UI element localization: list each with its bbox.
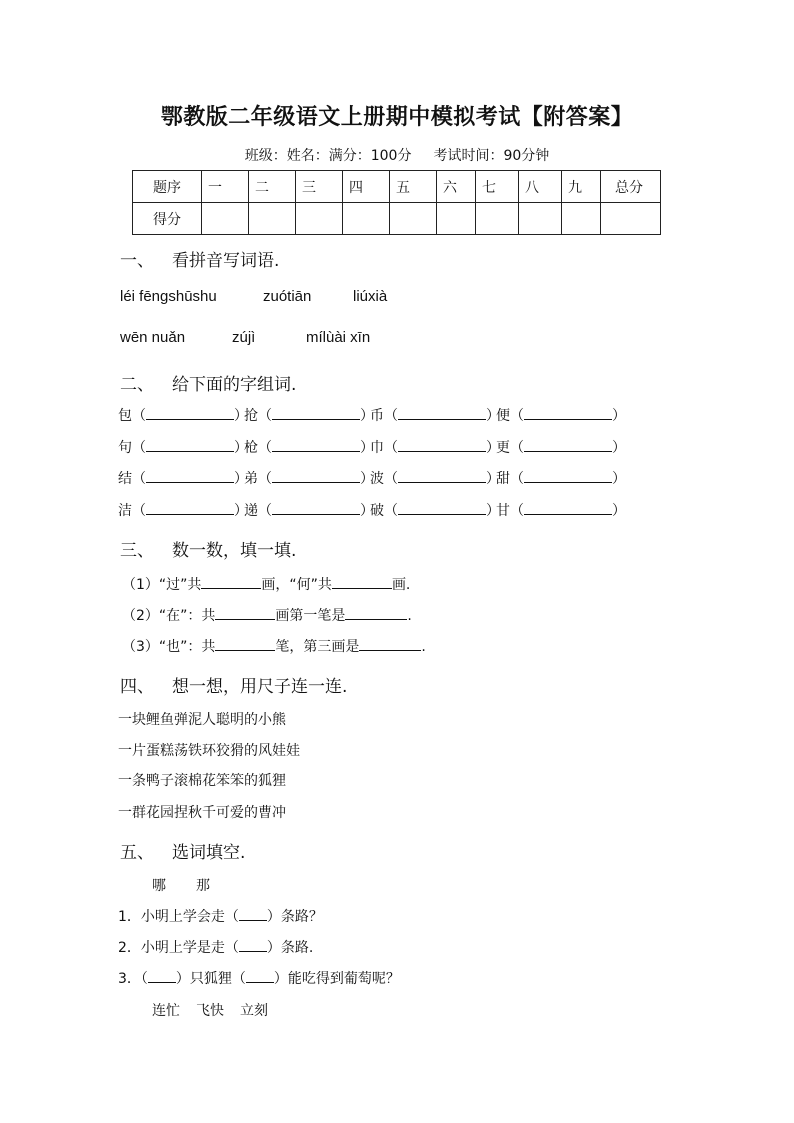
section-2-heading: [120, 370, 296, 395]
word-choice: 哪: [152, 878, 166, 894]
zuci-char: 结: [118, 471, 132, 487]
zuci-char: 洁: [118, 503, 132, 519]
zuci-char: 便: [496, 408, 510, 424]
match-row: 一条鸭子滚棉花笨笨的狐狸: [118, 773, 286, 789]
answer-blank[interactable]: [345, 605, 407, 620]
score-table: [132, 170, 661, 235]
word-choice: 连忙: [152, 1003, 180, 1019]
score-cell[interactable]: [476, 203, 519, 235]
zuci-char: 更: [496, 440, 510, 456]
section-title: 看拼音写词语.: [172, 251, 280, 271]
header-label: 题序: [133, 171, 202, 203]
match-row: 一块鲤鱼弹泥人聪明的小熊: [118, 712, 286, 728]
zuci-row: 句（ ）枪（ ）巾（ ）更（ ）: [118, 437, 622, 457]
question-text: （1）“过”共: [122, 577, 202, 593]
question-text: 2．小明上学是走（: [118, 940, 239, 956]
choice-question-1: [118, 906, 323, 926]
column-7: 七: [476, 171, 519, 203]
zuci-char: 甘: [496, 503, 510, 519]
zuci-blank[interactable]: [272, 468, 360, 483]
zuci-blank[interactable]: [146, 468, 234, 483]
zuci-blank[interactable]: [398, 437, 486, 452]
answer-blank[interactable]: [201, 574, 261, 589]
section-title: 数一数，填一填.: [172, 541, 297, 561]
answer-blank[interactable]: [215, 605, 275, 620]
column-6: 六: [437, 171, 476, 203]
zuci-char: 波: [370, 471, 384, 487]
exam-time: 考试时间：90分钟: [433, 148, 550, 164]
question-text: 笔，第三画是: [275, 639, 360, 655]
section-number: 五、: [120, 843, 154, 863]
match-row: 一群花园捏秋千可爱的曹冲: [118, 805, 286, 821]
answer-blank[interactable]: [332, 574, 392, 589]
pinyin-1: léi fēngshūshu: [120, 288, 217, 305]
page-title: 鄂教版二年级语文上册期中模拟考试【附答案】: [160, 104, 634, 130]
section-4-heading: [120, 672, 347, 697]
section-1-heading: [120, 246, 279, 271]
score-table-header-row: [133, 171, 661, 203]
question-text: ）条路？: [266, 909, 323, 925]
answer-blank[interactable]: [215, 636, 275, 651]
zuci-row: 包（ ）抢（ ）币（ ）便（ ）: [118, 405, 622, 425]
zuci-blank[interactable]: [524, 437, 612, 452]
question-text: 3．（: [118, 971, 148, 987]
zuci-blank[interactable]: [146, 405, 234, 420]
score-cell[interactable]: [601, 203, 661, 235]
question-text: （3）“也”：共: [122, 639, 216, 655]
zuci-char: 递: [244, 503, 258, 519]
score-cell[interactable]: [390, 203, 437, 235]
question-text: 画.: [391, 577, 411, 593]
section-number: 三、: [120, 541, 154, 561]
answer-blank[interactable]: [246, 968, 274, 983]
answer-blank[interactable]: [239, 937, 267, 952]
question-text: ）条路.: [266, 940, 314, 956]
zuci-char: 弟: [244, 471, 258, 487]
zuci-blank[interactable]: [398, 500, 486, 515]
answer-blank[interactable]: [148, 968, 176, 983]
zuci-char: 巾: [370, 440, 384, 456]
zuci-blank[interactable]: [398, 468, 486, 483]
score-cell[interactable]: [343, 203, 390, 235]
zuci-char: 枪: [244, 440, 258, 456]
word-choice: 立刻: [240, 1003, 268, 1019]
column-8: 八: [519, 171, 562, 203]
column-total: 总分: [601, 171, 661, 203]
zuci-blank[interactable]: [272, 405, 360, 420]
zuci-char: 抢: [244, 408, 258, 424]
score-table-score-row: [133, 203, 661, 235]
score-label: 得分: [133, 203, 202, 235]
question-text: 画第一笔是: [275, 608, 346, 624]
column-2: 二: [249, 171, 296, 203]
section-number: 二、: [120, 375, 154, 395]
zuci-blank[interactable]: [524, 405, 612, 420]
column-1: 一: [202, 171, 249, 203]
section-3-heading: [120, 536, 296, 561]
zuci-char: 甜: [496, 471, 510, 487]
section-title: 想一想，用尺子连一连.: [172, 677, 348, 697]
score-cell[interactable]: [249, 203, 296, 235]
score-cell[interactable]: [519, 203, 562, 235]
score-cell[interactable]: [296, 203, 343, 235]
question-text: .: [407, 608, 412, 624]
question-text: （2）“在”：共: [122, 608, 216, 624]
fill-question-1: [122, 574, 410, 594]
column-3: 三: [296, 171, 343, 203]
class-name-score: 班级：姓名：满分：100分: [244, 148, 412, 164]
zuci-char: 币: [370, 408, 384, 424]
pinyin-4: wēn nuǎn: [120, 329, 186, 346]
zuci-row: 结（ ）弟（ ）波（ ）甜（ ）: [118, 468, 622, 488]
question-text: ）能吃得到葡萄呢？: [273, 971, 400, 987]
score-cell[interactable]: [202, 203, 249, 235]
section-title: 给下面的字组词.: [172, 375, 297, 395]
word-choice: 飞快: [196, 1003, 224, 1019]
fill-question-2: [122, 605, 412, 625]
question-text: 1．小明上学会走（: [118, 909, 239, 925]
zuci-blank[interactable]: [146, 500, 234, 515]
zuci-blank[interactable]: [524, 468, 612, 483]
choice-question-3: [118, 968, 400, 988]
word-choices-2: [152, 1000, 268, 1020]
match-row: 一片蛋糕荡铁环狡猾的风娃娃: [118, 743, 300, 759]
column-5: 五: [390, 171, 437, 203]
score-cell[interactable]: [437, 203, 476, 235]
choice-question-2: [118, 937, 313, 957]
zuci-char: 包: [118, 408, 132, 424]
section-5-heading: [120, 838, 245, 863]
zuci-blank[interactable]: [272, 500, 360, 515]
zuci-blank[interactable]: [146, 437, 234, 452]
fill-question-3: [122, 636, 426, 656]
section-number: 一、: [120, 251, 154, 271]
column-4: 四: [343, 171, 390, 203]
word-choice: 那: [196, 878, 210, 894]
zuci-blank[interactable]: [272, 437, 360, 452]
pinyin-3: liúxià: [353, 288, 388, 305]
pinyin-2: zuótiān: [263, 288, 312, 305]
score-cell[interactable]: [562, 203, 601, 235]
section-title: 选词填空.: [172, 843, 246, 863]
zuci-blank[interactable]: [398, 405, 486, 420]
section-number: 四、: [120, 677, 154, 697]
zuci-row: 洁（ ）递（ ）破（ ）甘（ ）: [118, 500, 622, 520]
zuci-blank[interactable]: [524, 500, 612, 515]
question-text: ）只狐狸（: [175, 971, 246, 987]
question-text: .: [421, 639, 426, 655]
zuci-char: 句: [118, 440, 132, 456]
pinyin-6: mílùài xīn: [306, 329, 371, 346]
column-9: 九: [562, 171, 601, 203]
zuci-char: 破: [370, 503, 384, 519]
question-text: 画，“何”共: [261, 577, 332, 593]
answer-blank[interactable]: [359, 636, 421, 651]
answer-blank[interactable]: [239, 906, 267, 921]
pinyin-5: zújì: [232, 329, 256, 346]
exam-info: [0, 145, 794, 165]
word-choices-1: [152, 875, 210, 895]
